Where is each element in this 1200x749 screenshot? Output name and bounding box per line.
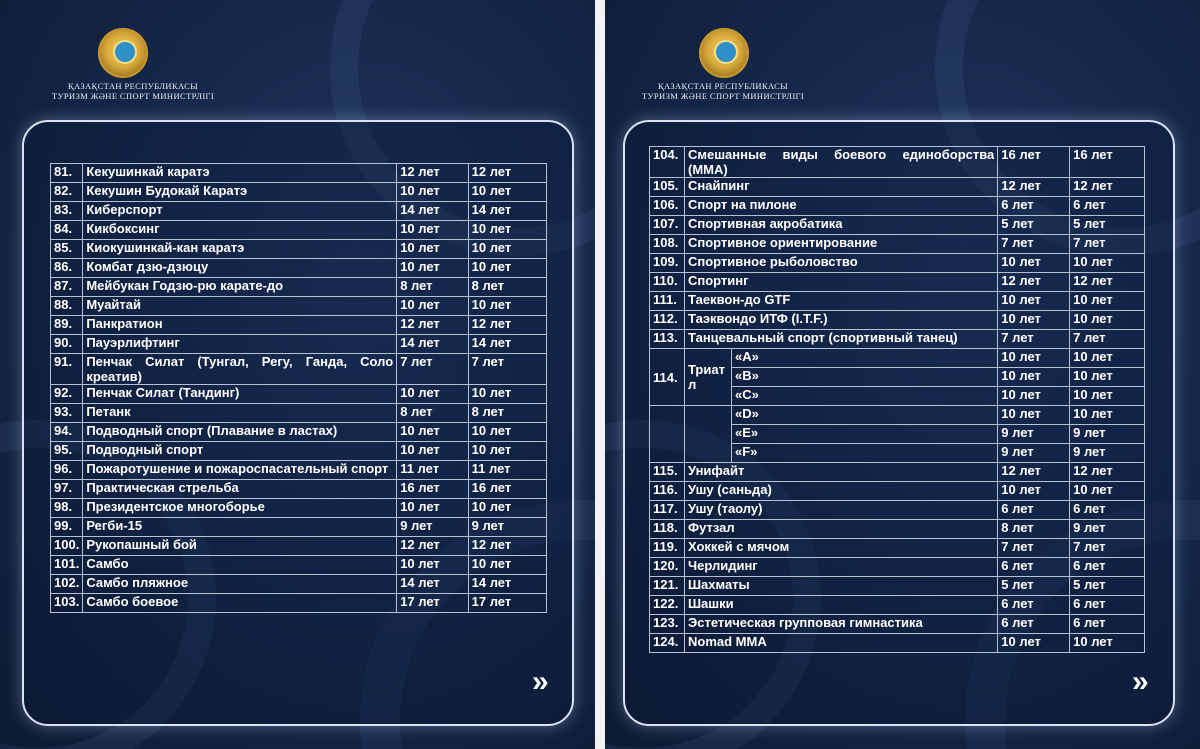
sport-name: Nomad MMA: [684, 634, 997, 653]
row-number: 93.: [51, 404, 83, 423]
table-row: [650, 147, 1145, 178]
age-value: 10 лет: [998, 482, 1070, 501]
age-value: 14 лет: [468, 335, 546, 354]
age-value: 10 лет: [468, 556, 546, 575]
row-number: 124.: [650, 634, 685, 653]
age-value: 6 лет: [998, 596, 1070, 615]
table-row: [650, 197, 1145, 216]
sport-name: [684, 349, 731, 406]
table-row: [650, 216, 1145, 235]
age-value: 7 лет: [998, 539, 1070, 558]
sport-name: Снайпинг: [684, 178, 997, 197]
age-value: 7 лет: [1070, 330, 1145, 349]
table-row: [51, 423, 547, 442]
age-value: 12 лет: [397, 164, 468, 183]
row-number: 119.: [650, 539, 685, 558]
sport-name: Спортивное ориентирование: [684, 235, 997, 254]
table-row: [650, 292, 1145, 311]
age-value: 10 лет: [397, 297, 468, 316]
age-value: 12 лет: [1070, 178, 1145, 197]
age-value: 8 лет: [468, 278, 546, 297]
category-label: «Е»: [731, 425, 997, 444]
row-number: 96.: [51, 461, 83, 480]
row-number: 116.: [650, 482, 685, 501]
sport-name: Президентское многоборье: [83, 499, 397, 518]
age-value: 10 лет: [397, 240, 468, 259]
age-value: 14 лет: [468, 575, 546, 594]
emblem-icon: [98, 28, 148, 78]
sport-name-line: Триат: [687, 362, 725, 377]
row-number: 87.: [51, 278, 83, 297]
age-value: 12 лет: [1070, 273, 1145, 292]
row-number: 113.: [650, 330, 685, 349]
sport-name: Футзал: [684, 520, 997, 539]
ministry-line1: ҚАЗАҚСТАН РЕСПУБЛИКАСЫ: [657, 81, 789, 91]
sport-name: Таеквон-до GTF: [684, 292, 997, 311]
table-row: [650, 520, 1145, 539]
sport-name: Черлидинг: [684, 558, 997, 577]
age-value: 6 лет: [1070, 501, 1145, 520]
next-page-icon[interactable]: »: [532, 665, 543, 698]
row-number: 114.: [650, 349, 685, 406]
age-value: 5 лет: [998, 216, 1070, 235]
table-row: [650, 615, 1145, 634]
age-value: 10 лет: [998, 349, 1070, 368]
table-row: [51, 461, 547, 480]
age-value: 10 лет: [998, 634, 1070, 653]
sport-name: Подводный спорт (Плавание в ластах): [83, 423, 397, 442]
age-value: 10 лет: [468, 499, 546, 518]
age-value: 10 лет: [1070, 406, 1145, 425]
age-value: 8 лет: [998, 520, 1070, 539]
row-number: 118.: [650, 520, 685, 539]
age-value: 12 лет: [397, 316, 468, 335]
ministry-line2: ТУРИЗМ ЖӘНЕ СПОРТ МИНИСТРЛІГІ: [51, 91, 215, 101]
age-value: 10 лет: [468, 183, 546, 202]
age-value: 6 лет: [1070, 615, 1145, 634]
sport-name: Кикбоксинг: [83, 221, 397, 240]
table-row: [650, 254, 1145, 273]
table-row: [51, 404, 547, 423]
table-row: [51, 442, 547, 461]
row-number: 95.: [51, 442, 83, 461]
age-value: 10 лет: [1070, 368, 1145, 387]
row-number: 92.: [51, 385, 83, 404]
table-row: [51, 354, 547, 385]
age-value: 12 лет: [468, 537, 546, 556]
table-row: [51, 575, 547, 594]
row-number: 81.: [51, 164, 83, 183]
sport-name-line: л: [687, 377, 697, 392]
sport-name: Петанк: [83, 404, 397, 423]
age-value: 11 лет: [468, 461, 546, 480]
sport-name: Смешанные виды боевого единоборства (ММА): [684, 147, 997, 178]
table-row: [650, 235, 1145, 254]
age-value: 9 лет: [998, 425, 1070, 444]
table-row: [51, 594, 547, 613]
sport-name: Регби-15: [83, 518, 397, 537]
age-value: 10 лет: [1070, 292, 1145, 311]
table-row: [51, 202, 547, 221]
age-value: 6 лет: [1070, 596, 1145, 615]
age-value: 10 лет: [998, 387, 1070, 406]
row-number: 105.: [650, 178, 685, 197]
sport-name: Шашки: [684, 596, 997, 615]
age-value: 7 лет: [1070, 539, 1145, 558]
age-value: 12 лет: [998, 178, 1070, 197]
row-number: 88.: [51, 297, 83, 316]
sport-name: Спортинг: [684, 273, 997, 292]
age-value: 6 лет: [1070, 558, 1145, 577]
table-row: [51, 297, 547, 316]
row-number: 111.: [650, 292, 685, 311]
age-value: 16 лет: [468, 480, 546, 499]
sport-name: Комбат дзю-дзюцу: [83, 259, 397, 278]
sport-name: Ушу (таолу): [684, 501, 997, 520]
sport-name: Самбо пляжное: [83, 575, 397, 594]
sport-name: Мейбукан Годзю-рю карате-до: [83, 278, 397, 297]
row-number: 91.: [51, 354, 83, 385]
sports-age-table: [649, 146, 1145, 653]
row-number: 123.: [650, 615, 685, 634]
age-value: 7 лет: [1070, 235, 1145, 254]
table-row: [51, 480, 547, 499]
row-number: 106.: [650, 197, 685, 216]
sport-name: Танцевальный спорт (спортивный танец): [684, 330, 997, 349]
sport-name: Кекушинкай каратэ: [83, 164, 397, 183]
table-row: [650, 406, 1145, 425]
age-value: 10 лет: [468, 221, 546, 240]
row-number: 85.: [51, 240, 83, 259]
row-number: 97.: [51, 480, 83, 499]
age-value: 12 лет: [998, 273, 1070, 292]
age-value: 10 лет: [397, 499, 468, 518]
age-value: 16 лет: [1070, 147, 1145, 178]
row-number: 122.: [650, 596, 685, 615]
age-value: 9 лет: [1070, 520, 1145, 539]
age-value: 11 лет: [397, 461, 468, 480]
age-value: 10 лет: [468, 423, 546, 442]
age-value: 10 лет: [397, 259, 468, 278]
age-value: 7 лет: [397, 354, 468, 385]
sport-name: Спорт на пилоне: [684, 197, 997, 216]
table-row: [650, 463, 1145, 482]
ministry-name: [638, 81, 808, 101]
sport-name: Самбо: [83, 556, 397, 575]
row-number: 89.: [51, 316, 83, 335]
age-value: 16 лет: [397, 480, 468, 499]
row-number: 120.: [650, 558, 685, 577]
sport-name: Самбо боевое: [83, 594, 397, 613]
table-row: [51, 278, 547, 297]
sport-name: Панкратион: [83, 316, 397, 335]
age-value: 10 лет: [468, 240, 546, 259]
table-row: [51, 183, 547, 202]
age-value: 9 лет: [998, 444, 1070, 463]
age-value: 10 лет: [468, 259, 546, 278]
age-value: 10 лет: [1070, 311, 1145, 330]
age-value: 10 лет: [1070, 387, 1145, 406]
age-value: 5 лет: [1070, 216, 1145, 235]
row-number: 86.: [51, 259, 83, 278]
table-row: [51, 556, 547, 575]
sport-name: Кекушин Будокай Каратэ: [83, 183, 397, 202]
age-value: 10 лет: [468, 297, 546, 316]
category-label: «D»: [731, 406, 997, 425]
ministry-name: [48, 81, 218, 101]
age-value: 5 лет: [1070, 577, 1145, 596]
age-value: 8 лет: [397, 404, 468, 423]
sport-name: Эстетическая групповая гимнастика: [684, 615, 997, 634]
row-number: 82.: [51, 183, 83, 202]
age-value: 7 лет: [468, 354, 546, 385]
age-value: 6 лет: [998, 558, 1070, 577]
row-number: 109.: [650, 254, 685, 273]
row-number: 90.: [51, 335, 83, 354]
right-page: [605, 0, 1200, 749]
age-value: 14 лет: [397, 202, 468, 221]
table-row: [51, 164, 547, 183]
sport-name: Таэквондо ИТФ (I.T.F.): [684, 311, 997, 330]
age-value: 14 лет: [397, 575, 468, 594]
table-row: [51, 240, 547, 259]
row-number: 112.: [650, 311, 685, 330]
age-value: 10 лет: [397, 385, 468, 404]
age-value: 8 лет: [397, 278, 468, 297]
age-value: 6 лет: [1070, 197, 1145, 216]
table-row: [650, 577, 1145, 596]
table-row: [650, 349, 1145, 368]
age-value: 12 лет: [1070, 463, 1145, 482]
age-value: 10 лет: [998, 311, 1070, 330]
age-value: 10 лет: [397, 556, 468, 575]
age-value: 17 лет: [397, 594, 468, 613]
age-value: 10 лет: [998, 406, 1070, 425]
age-value: 10 лет: [998, 368, 1070, 387]
age-value: 6 лет: [998, 615, 1070, 634]
table-row: [650, 178, 1145, 197]
table-row: [51, 221, 547, 240]
sports-age-table: [50, 163, 547, 613]
category-label: «В»: [731, 368, 997, 387]
table-row: [650, 482, 1145, 501]
row-number: 99.: [51, 518, 83, 537]
age-value: 12 лет: [468, 164, 546, 183]
age-value: 10 лет: [397, 442, 468, 461]
sport-name: Шахматы: [684, 577, 997, 596]
age-value: 9 лет: [1070, 444, 1145, 463]
ministry-line2: ТУРИЗМ ЖӘНЕ СПОРТ МИНИСТРЛІГІ: [641, 91, 805, 101]
age-value: 17 лет: [468, 594, 546, 613]
age-value: 10 лет: [1070, 254, 1145, 273]
age-value: 10 лет: [397, 423, 468, 442]
row-number: 100.: [51, 537, 83, 556]
row-number: 102.: [51, 575, 83, 594]
row-number: 104.: [650, 147, 685, 178]
row-number: 94.: [51, 423, 83, 442]
row-number: 108.: [650, 235, 685, 254]
sport-name-empty: [684, 406, 731, 463]
age-value: 10 лет: [998, 254, 1070, 273]
table-row: [650, 539, 1145, 558]
table-row: [650, 596, 1145, 615]
age-value: 7 лет: [998, 330, 1070, 349]
sport-name: Киокушинкай-кан каратэ: [83, 240, 397, 259]
age-value: 10 лет: [468, 385, 546, 404]
table-row: [650, 634, 1145, 653]
age-value: 10 лет: [1070, 634, 1145, 653]
age-value: 8 лет: [468, 404, 546, 423]
sport-name: Муайтай: [83, 297, 397, 316]
table-row: [51, 259, 547, 278]
sport-name: Практическая стрельба: [83, 480, 397, 499]
table-row: [650, 558, 1145, 577]
table-row: [51, 518, 547, 537]
sport-name: Ушу (саньда): [684, 482, 997, 501]
table-row: [650, 273, 1145, 292]
age-value: 12 лет: [468, 316, 546, 335]
row-number-empty: [650, 406, 685, 463]
page-divider: [595, 0, 605, 749]
row-number: 107.: [650, 216, 685, 235]
age-value: 10 лет: [1070, 349, 1145, 368]
row-number: 84.: [51, 221, 83, 240]
table-row: [650, 501, 1145, 520]
age-value: 9 лет: [397, 518, 468, 537]
sport-name: Спортивная акробатика: [684, 216, 997, 235]
row-number: 117.: [650, 501, 685, 520]
age-value: 6 лет: [998, 197, 1070, 216]
category-label: «А»: [731, 349, 997, 368]
age-value: 10 лет: [998, 292, 1070, 311]
age-value: 10 лет: [397, 221, 468, 240]
sport-name: Пауэрлифтинг: [83, 335, 397, 354]
emblem-icon: [699, 28, 749, 78]
ministry-line1: ҚАЗАҚСТАН РЕСПУБЛИКАСЫ: [67, 81, 199, 91]
sport-name: Рукопашный бой: [83, 537, 397, 556]
age-value: 16 лет: [998, 147, 1070, 178]
sport-name: Унифайт: [684, 463, 997, 482]
category-label: «F»: [731, 444, 997, 463]
age-value: 12 лет: [397, 537, 468, 556]
row-number: 121.: [650, 577, 685, 596]
age-value: 9 лет: [1070, 425, 1145, 444]
age-value: 12 лет: [998, 463, 1070, 482]
row-number: 101.: [51, 556, 83, 575]
age-value: 14 лет: [397, 335, 468, 354]
table-row: [51, 499, 547, 518]
age-value: 10 лет: [397, 183, 468, 202]
age-value: 5 лет: [998, 577, 1070, 596]
row-number: 115.: [650, 463, 685, 482]
table-row: [650, 311, 1145, 330]
table-row: [51, 316, 547, 335]
row-number: 103.: [51, 594, 83, 613]
sport-name: Подводный спорт: [83, 442, 397, 461]
table-row: [51, 335, 547, 354]
row-number: 110.: [650, 273, 685, 292]
sport-name: Хоккей с мячом: [684, 539, 997, 558]
age-value: 10 лет: [468, 442, 546, 461]
table-row: [51, 537, 547, 556]
table-row: [51, 385, 547, 404]
age-value: 6 лет: [998, 501, 1070, 520]
left-page: [0, 0, 595, 749]
sport-name: Пенчак Силат (Тандинг): [83, 385, 397, 404]
sport-name: Пожаротушение и пожароспасательный спорт: [83, 461, 397, 480]
next-page-icon[interactable]: »: [1132, 665, 1143, 698]
sport-name: Пенчак Силат (Тунгал, Регу, Ганда, Соло креатив): [83, 354, 397, 385]
row-number: 83.: [51, 202, 83, 221]
row-number: 98.: [51, 499, 83, 518]
age-value: 9 лет: [468, 518, 546, 537]
age-value: 7 лет: [998, 235, 1070, 254]
sport-name: Киберспорт: [83, 202, 397, 221]
category-label: «С»: [731, 387, 997, 406]
age-value: 14 лет: [468, 202, 546, 221]
sport-name: Спортивное рыболовство: [684, 254, 997, 273]
age-value: 10 лет: [1070, 482, 1145, 501]
table-row: [650, 330, 1145, 349]
